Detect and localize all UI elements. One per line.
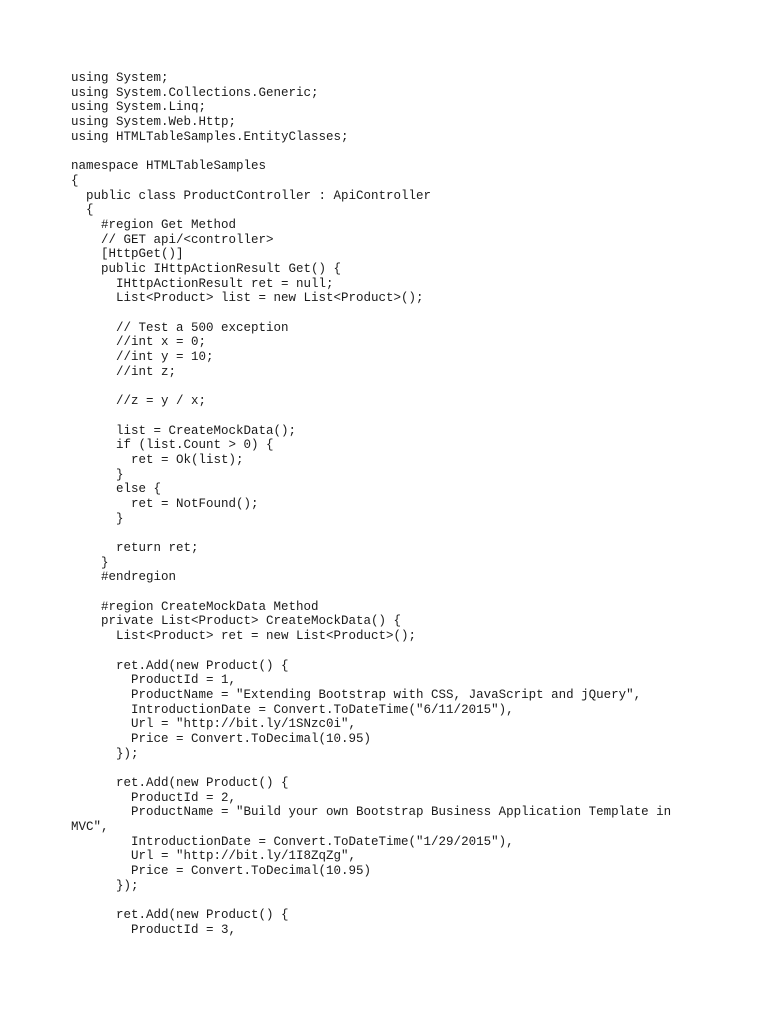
code-line: ProductName = "Build your own Bootstrap Business Application Template in xyxy=(71,805,672,820)
code-line: if (list.Count > 0) { xyxy=(71,438,274,453)
code-line: else { xyxy=(71,482,162,497)
code-line: using HTMLTableSamples.EntityClasses; xyxy=(71,129,349,144)
code-line: }); xyxy=(71,746,139,761)
code-line: //int z; xyxy=(71,364,177,379)
code-line xyxy=(71,761,711,776)
code-line: //int y = 10; xyxy=(71,350,214,365)
code-line xyxy=(71,409,711,424)
code-line: ProductId = 2, xyxy=(71,790,237,805)
code-line xyxy=(71,526,711,541)
code-line: IntroductionDate = Convert.ToDateTime("6/11/2015"), xyxy=(71,702,514,717)
code-line: namespace HTMLTableSamples xyxy=(71,159,267,174)
code-line: ret.Add(new Product() { xyxy=(71,658,289,673)
code-line xyxy=(71,644,711,659)
code-line: #endregion xyxy=(71,570,177,585)
code-line: ProductId = 1, xyxy=(71,673,237,688)
code-line: using System.Collections.Generic; xyxy=(71,85,319,100)
code-line: ProductName = "Extending Bootstrap with CSS, JavaScript and jQuery", xyxy=(71,687,642,702)
code-line: IntroductionDate = Convert.ToDateTime("1/29/2015"), xyxy=(71,834,514,849)
code-line: ProductId = 3, xyxy=(71,922,237,937)
code-line xyxy=(71,144,711,159)
code-line: list = CreateMockData(); xyxy=(71,423,297,438)
code-line: using System; xyxy=(71,71,169,85)
code-line: // GET api/<controller> xyxy=(71,232,274,247)
code-line: }); xyxy=(71,878,139,893)
code-line: } xyxy=(71,467,124,482)
code-line: using System.Web.Http; xyxy=(71,115,237,130)
code-line: ret = NotFound(); xyxy=(71,496,259,511)
code-line: IHttpActionResult ret = null; xyxy=(71,276,334,291)
code-line: return ret; xyxy=(71,541,199,555)
code-line: public class ProductController : ApiController xyxy=(71,188,432,203)
code-line: ret = Ok(list); xyxy=(71,452,244,467)
code-line: { xyxy=(71,203,94,218)
code-line: Url = "http://bit.ly/1I8ZqZg", xyxy=(71,849,357,864)
code-line: List<Product> ret = new List<Product>(); xyxy=(71,629,417,644)
code-line: //z = y / x; xyxy=(71,394,207,409)
code-line xyxy=(71,379,711,394)
code-line xyxy=(71,585,711,600)
code-listing xyxy=(71,71,711,938)
code-line xyxy=(71,306,711,321)
code-line: Price = Convert.ToDecimal(10.95) xyxy=(71,731,372,746)
code-line: Url = "http://bit.ly/1SNzc0i", xyxy=(71,717,357,732)
code-line: #region CreateMockData Method xyxy=(71,599,319,614)
code-line xyxy=(71,894,711,909)
code-line: ret.Add(new Product() { xyxy=(71,776,289,790)
code-line: // Test a 500 exception xyxy=(71,320,289,335)
code-line: #region Get Method xyxy=(71,217,237,232)
code-line: public IHttpActionResult Get() { xyxy=(71,261,342,276)
code-line: } xyxy=(71,511,124,526)
code-line: ret.Add(new Product() { xyxy=(71,908,289,923)
code-line: List<Product> list = new List<Product>(); xyxy=(71,291,424,306)
code-line: [HttpGet()] xyxy=(71,247,184,262)
code-line: using System.Linq; xyxy=(71,100,207,115)
code-line: //int x = 0; xyxy=(71,335,207,350)
code-line: Price = Convert.ToDecimal(10.95) xyxy=(71,864,372,879)
code-line: } xyxy=(71,555,109,570)
code-line: { xyxy=(71,173,79,188)
code-line: private List<Product> CreateMockData() { xyxy=(71,614,402,629)
code-line: MVC", xyxy=(71,820,109,835)
